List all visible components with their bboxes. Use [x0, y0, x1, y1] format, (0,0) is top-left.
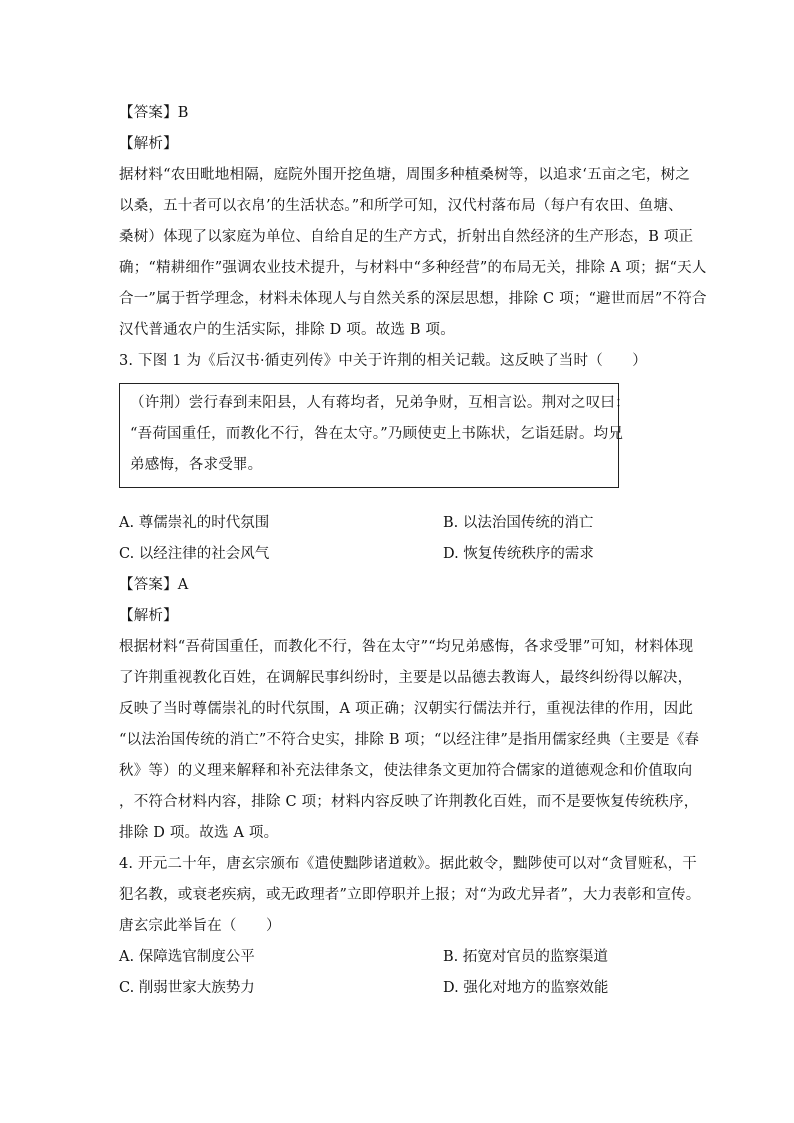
q4-option-c: C. 削弱世家大族势力: [119, 980, 255, 996]
q4-stem: [119, 849, 701, 942]
q4-stem-line: 犯名教，或衰老疾病，或无政理者”立即停职并上报；对“为政尤异者”，大力表彰和宣传。: [119, 887, 701, 903]
q3-stem: 3. 下图 1 为《后汉书·循吏列传》中关于许荆的相关记载。这反映了当时（ ）: [119, 353, 647, 369]
q4-option-a: A. 保障选官制度公平: [119, 949, 255, 965]
q2-analysis-line: 桑树）体现了以家庭为单位、自给自足的生产方式，折射出自然经济的生产形态，B 项正: [119, 229, 694, 245]
q2-analysis: [119, 160, 707, 346]
document-page: [119, 98, 707, 1004]
q3-analysis-line: 了许荆重视教化百姓，在调解民事纠纷时，主要是以品德去教诲人，最终纠纷得以解决，: [119, 670, 693, 686]
q3-analysis-line: 根据材料“吾荷国重任，而教化不行，咎在太守”“均兄弟感悔，各求受罪”可知，材料体现: [119, 639, 694, 655]
q3-analysis-line: 反映了当时尊儒崇礼的时代氛围，A 项正确；汉朝实行儒法并行，重视法律的作用，因此: [119, 701, 694, 717]
q2-answer: 【答案】B: [119, 105, 189, 121]
q4-stem-line: 唐玄宗此举旨在（ ）: [119, 918, 281, 934]
q3-material-line: （许荆）尝行春到耒阳县，人有蒋均者，兄弟争财，互相言讼。荆对之叹曰：: [130, 395, 630, 411]
q3-option-a: A. 尊儒崇礼的时代氛围: [119, 515, 270, 531]
q3-analysis-line: “以法治国传统的消亡”不符合史实，排除 B 项；“以经注律”是指用儒家经典（主要是《春: [119, 732, 700, 748]
q3-analysis-label: 【解析】: [119, 608, 178, 624]
q4-options: [119, 942, 675, 1004]
q3-material-line: “吾荷国重任，而教化不行，咎在太守。”乃顾使吏上书陈状，乞诣廷尉。均兄: [130, 426, 624, 442]
q3-analysis-line: 秋》等）的义理来解释和补充法律条文，使法律条文更加符合儒家的道德观念和价值取向: [119, 763, 693, 779]
q4-stem-line: 4. 开元二十年，唐玄宗颁布《遣使黜陟诸道敕》。据此敕令，黜陟使可以对“贪冒赃私，干: [119, 856, 698, 872]
q3-option-d: D. 恢复传统秩序的需求: [443, 546, 594, 562]
q3-material-box: [119, 383, 630, 488]
q4-option-b: B. 拓宽对官员的监察渠道: [443, 949, 608, 965]
q2-analysis-line: 据材料“农田毗地相隔，庭院外围开挖鱼塘，周围多种植桑树等，以追求‘五亩之宅，树之: [119, 167, 691, 183]
q2-analysis-line: 合一”属于哲学理念，材料未体现人与自然关系的深层思想，排除 C 项；“避世而居”不符合: [119, 291, 707, 307]
q3-answer: 【答案】A: [119, 577, 189, 593]
q2-analysis-label: 【解析】: [119, 136, 178, 152]
q2-analysis-line: 汉代普通农户的生活实际，排除 D 项。故选 B 项。: [119, 322, 455, 338]
q2-analysis-line: 确；“精耕细作”强调农业技术提升，与材料中“多种经营”的布局无关，排除 A 项；据“天人: [119, 260, 707, 276]
q3-option-c: C. 以经注律的社会风气: [119, 546, 270, 562]
q3-options: [119, 508, 675, 570]
q3-analysis: [119, 632, 700, 849]
q3-option-b: B. 以法治国传统的消亡: [443, 515, 594, 531]
q3-analysis-line: 排除 D 项。故选 A 项。: [119, 825, 279, 841]
q4-option-d: D. 强化对地方的监察效能: [443, 980, 609, 996]
q3-analysis-line: ，不符合材料内容，排除 C 项；材料内容反映了许荆教化百姓，而不是要恢复传统秩序，: [119, 794, 699, 810]
q2-analysis-line: 以桑，五十者可以衣帛’的生活状态。”和所学可知，汉代村落布局（每户有农田、鱼塘、: [119, 198, 683, 214]
q3-material-line: 弟感悔，各求受罪。: [130, 457, 263, 473]
